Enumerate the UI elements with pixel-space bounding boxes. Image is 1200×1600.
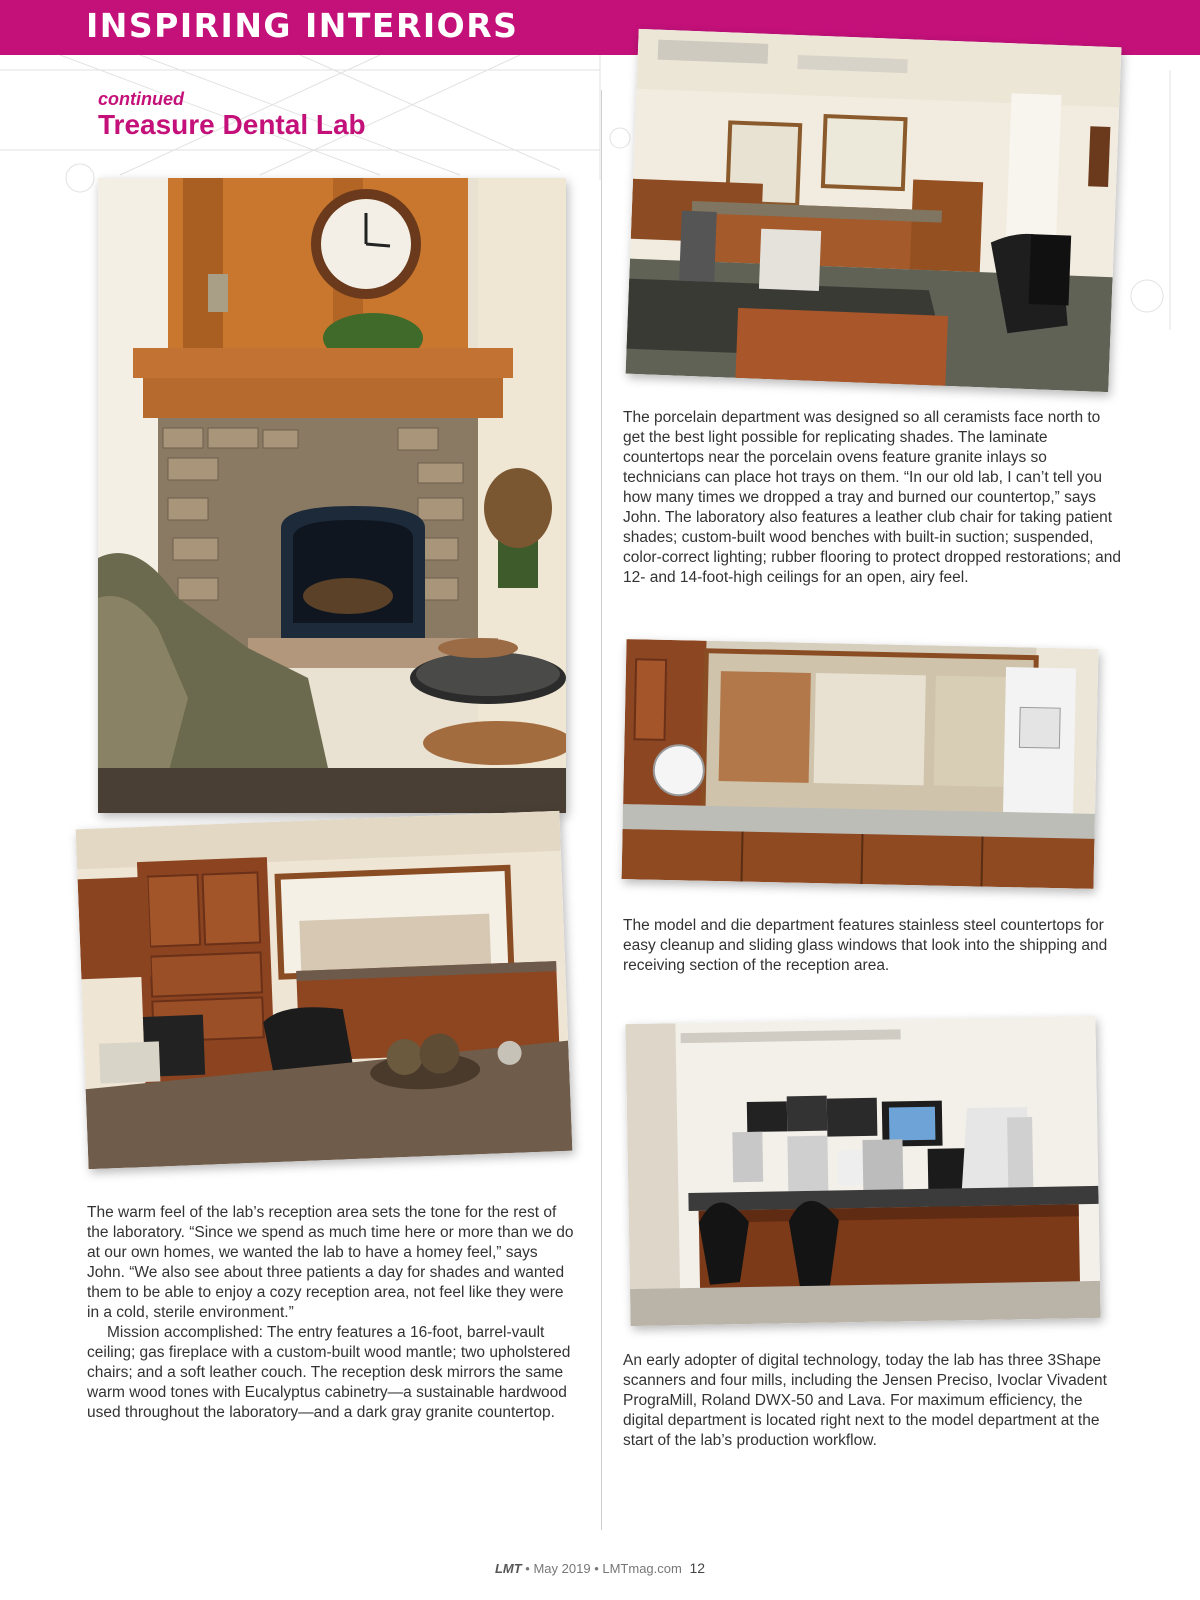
continued-label: continued: [98, 89, 184, 109]
footer-separator: •: [525, 1561, 530, 1576]
page-footer: [0, 1560, 1200, 1576]
page-number: 12: [689, 1560, 706, 1576]
footer-separator: •: [594, 1561, 599, 1576]
footer-magazine: LMT: [494, 1561, 522, 1576]
porcelain-department-photo: [626, 29, 1122, 392]
reception-caption-p2: Mission accomplished: The entry features a 16-foot, barrel-vault ceiling; gas fireplace with a custom-built wood mantle; two upholstered chairs; and a soft leather couch. The reception desk mirrors the same warm wood tones with Eucalyptus cabinetry—a sustainable hardwood used throughout the laboratory—and a dark gray granite countertop.: [87, 1324, 571, 1421]
model-die-department-photo: [622, 639, 1099, 889]
porcelain-caption: [623, 408, 1123, 588]
digital-department-photo: [625, 1016, 1100, 1326]
digital-caption: [623, 1351, 1123, 1451]
column-divider: [601, 90, 602, 1530]
model-die-caption-text: The model and die department features stainless steel countertops for easy cleanup and sliding glass windows that look into the shipping and receiving section of the reception area.: [623, 917, 1108, 974]
reception-caption: [87, 1203, 577, 1423]
footer-date: May 2019: [533, 1561, 591, 1576]
model-die-caption: [623, 916, 1123, 976]
footer-site: LMTmag.com: [602, 1561, 682, 1576]
reception-desk-photo: [76, 811, 573, 1169]
section-title: INSPIRING INTERIORS: [86, 6, 519, 45]
article-title: Treasure Dental Lab: [98, 109, 366, 140]
reception-caption-p1: The warm feel of the lab’s reception area sets the tone for the rest of the laboratory. “Since we spend as much time here or more than we do at our own homes, we wanted the lab to have a homey feel,” says John. “We also see about three patients a day for shades and wanted them to be able to enjoy a cozy reception area, not feel like they were in a cold, sterile environment.”: [87, 1204, 574, 1321]
fireplace-photo: [98, 178, 566, 813]
porcelain-caption-text: The porcelain department was designed so all ceramists face north to get the best light possible for replicating shades. The laminate countertops near the porcelain ovens feature granite inlays so technicians can place hot trays on them. “In our old lab, I can’t tell you how many times we dropped a tray and burned our countertop,” says John. The laboratory also features a leather club chair for taking patient shades; custom-built wood benches with built-in suction; suspended, color-correct lighting; rubber flooring to protect dropped restorations; and 12- and 14-foot-high ceilings for an open, airy feel.: [623, 409, 1121, 586]
digital-caption-text: An early adopter of digital technology, today the lab has three 3Shape scanners and four mills, including the Jensen Preciso, Ivoclar Vivadent PrograMill, Roland DWX-50 and Lava. For maximum efficiency, the digital department is located right next to the model department at the start of the lab’s production workflow.: [623, 1352, 1107, 1449]
